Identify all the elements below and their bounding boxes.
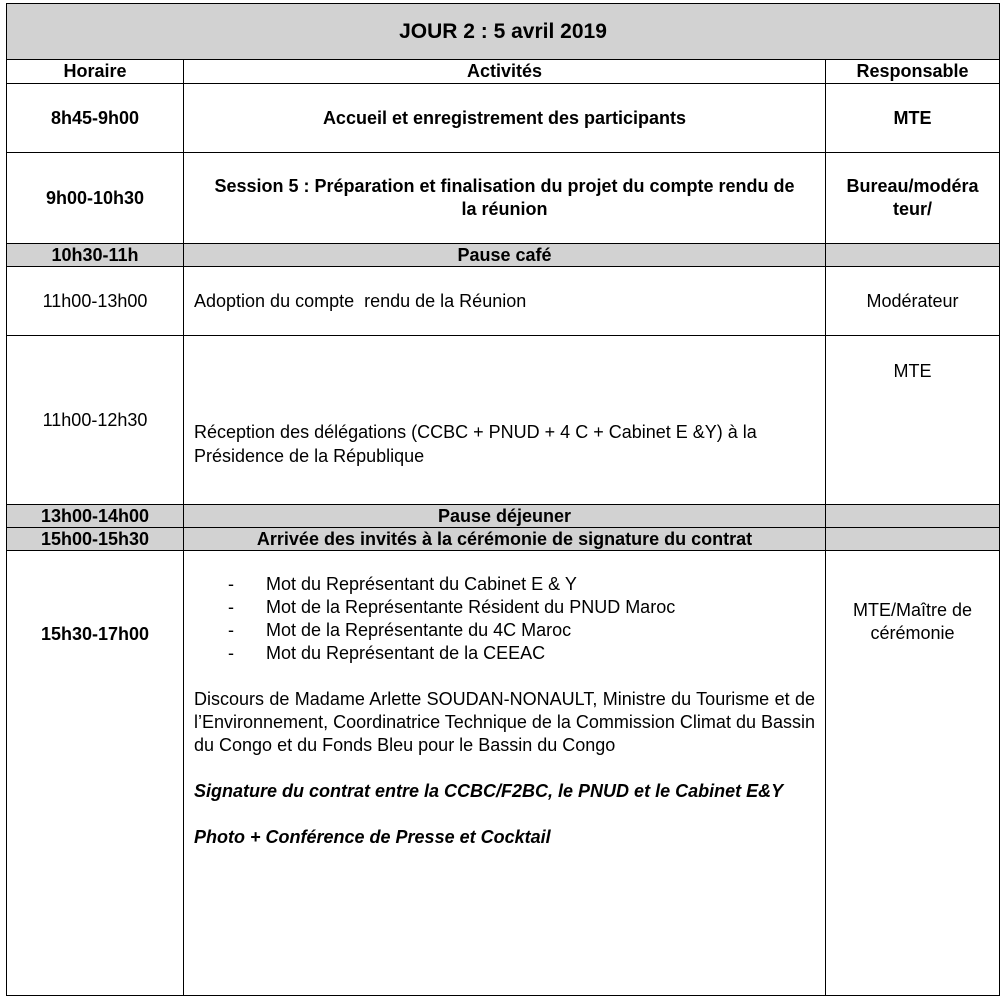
row-activity (184, 551, 826, 996)
day-title: JOUR 2 : 5 avril 2019 (7, 4, 1000, 60)
row-time: 10h30-11h (7, 244, 184, 267)
agenda-table (6, 3, 1000, 996)
table-row (7, 84, 1000, 153)
signature-text: Signature du contrat entre la CCBC/F2BC, le PNUD et le Cabinet E&Y (194, 781, 784, 801)
row-responsible: Modérateur (826, 267, 1000, 336)
row-time: 9h00-10h30 (7, 153, 184, 244)
list-item: - Mot du Représentant de la CEEAC (228, 642, 815, 665)
table-row (7, 336, 1000, 505)
row-responsible: Bureau/modéra teur/ (826, 153, 1000, 244)
row-activity: Session 5 : Préparation et finalisation du projet du compte rendu de la réunion (184, 153, 826, 244)
header-horaire: Horaire (7, 60, 184, 84)
speech-paragraph: Discours de Madame Arlette SOUDAN-NONAULT, Ministre du Tourisme et de l’Environnement, Coordinatrice Technique de la Commission Climat du Bassin du Congo et du Fonds Bleu pour le Bassin du Congo (194, 689, 815, 755)
row-responsible (826, 528, 1000, 551)
row-activity: Pause déjeuner (184, 505, 826, 528)
table-row (7, 153, 1000, 244)
table-row (7, 267, 1000, 336)
row-responsible (826, 244, 1000, 267)
list-item: - Mot de la Représentante Résident du PNUD Maroc (228, 596, 815, 619)
row-activity: Accueil et enregistrement des participants (184, 84, 826, 153)
row-responsible: MTE (826, 336, 1000, 505)
table-row (7, 551, 1000, 996)
header-row (7, 60, 1000, 84)
header-activites: Activités (184, 60, 826, 84)
row-time: 15h00-15h30 (7, 528, 184, 551)
row-time: 11h00-13h00 (7, 267, 184, 336)
table-row (7, 505, 1000, 528)
row-time: 8h45-9h00 (7, 84, 184, 153)
row-activity-text: Réception des délégations (CCBC + PNUD + 4 C + Cabinet E &Y) à la Présidence de la République (194, 422, 757, 466)
speakers-list (194, 573, 815, 665)
header-responsable: Responsable (826, 60, 1000, 84)
row-activity: Pause café (184, 244, 826, 267)
row-time: 13h00-14h00 (7, 505, 184, 528)
table-row (7, 244, 1000, 267)
row-time: 15h30-17h00 (7, 551, 184, 996)
table-row (7, 528, 1000, 551)
row-responsible: MTE/Maître de cérémonie (826, 551, 1000, 996)
photo-text: Photo + Conférence de Presse et Cocktail (194, 827, 551, 847)
row-responsible: MTE (826, 84, 1000, 153)
row-activity: Arrivée des invités à la cérémonie de signature du contrat (184, 528, 826, 551)
row-responsible (826, 505, 1000, 528)
list-item: - Mot de la Représentante du 4C Maroc (228, 619, 815, 642)
row-activity (184, 336, 826, 505)
row-time: 11h00-12h30 (7, 336, 184, 505)
row-activity: Adoption du compte rendu de la Réunion (184, 267, 826, 336)
list-item: - Mot du Représentant du Cabinet E & Y (228, 573, 815, 596)
